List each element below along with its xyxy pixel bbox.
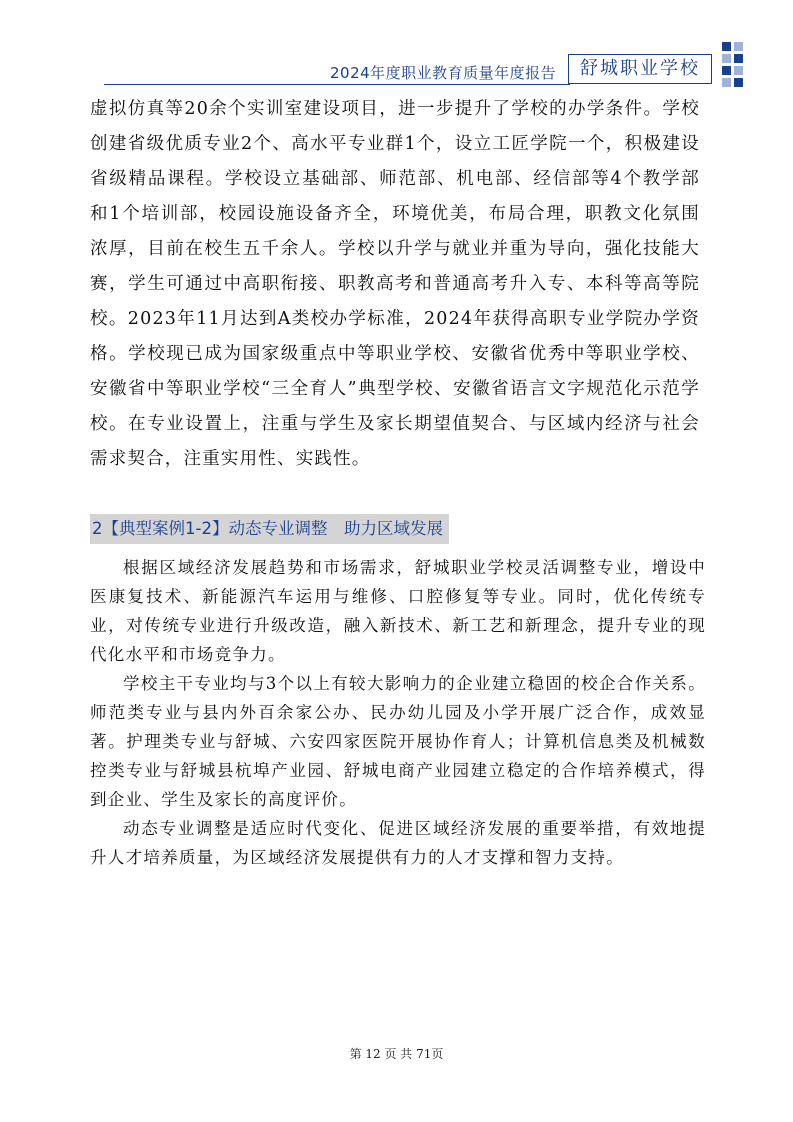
header-rule xyxy=(104,84,570,85)
case-paragraph: 动态专业调整是适应时代变化、促进区域经济发展的重要举措，有效地提升人才培养质量，为区域经济发展提供有力的人才支撑和智力支持。 xyxy=(90,819,706,867)
intro-paragraph: 虚拟仿真等20余个实训室建设项目，进一步提升了学校的办学条件。学校创建省级优质专业2个、高水平专业群1个，设立工匠学院一个，积极建设省级精品课程。学校设立基础部、师范部、机电部、经信部等4个教学部和1个培训部，校园设施设备齐全，环境优美，布局合理，职教文化氛围浓厚，目前在校生五千余人。学校以升学与就业并重为导向，强化技能大赛，学生可通过中高职衔接、职教高考和普通高考升入专、本科等高等院校。2023年11月达到A类校办学标准，2024年获得高职专业学院办学资格。学校现已成为国家级重点中等职业学校、安徽省优秀中等职业学校、安徽省中等职业学校“三全育人”典型学校、安徽省语言文字规范化示范学校。在专业设置上，注重与学生及家长期望值契合、与区域内经济与社会需求契合，注重实用性、实践性。 xyxy=(90,99,700,469)
case-paragraph: 根据区域经济发展趋势和市场需求，舒城职业学校灵活调整专业，增设中医康复技术、新能源汽车运用与维修、口腔修复等专业。同时，优化传统专业，对传统专业进行升级改造，融入新技术、新工艺和新理念，提升专业的现代化水平和市场竞争力。 xyxy=(90,558,706,664)
case-paragraph: 学校主干专业均与3个以上有较大影响力的企业建立稳固的校企合作关系。师范类专业与县内外百余家公办、民办幼儿园及小学开展广泛合作，成效显著。护理类专业与舒城、六安四家医院开展协作育人；计算机信息类及机械数控类专业与舒城县杭埠产业园、舒城电商产业园建立稳定的合作培养模式，得到企业、学生及家长的高度评价。 xyxy=(90,674,706,809)
page-number: 第 12 页 共 71页 xyxy=(349,1047,444,1061)
case-number: 2 xyxy=(92,519,103,538)
case-heading xyxy=(90,514,449,544)
report-title: 2024年度职业教育质量年度报告 xyxy=(330,64,557,82)
school-name-badge: 舒城职业学校 xyxy=(568,54,712,84)
case-body xyxy=(90,553,706,872)
case-title: 【典型案例1-2】动态专业调整 助力区域发展 xyxy=(102,519,443,538)
